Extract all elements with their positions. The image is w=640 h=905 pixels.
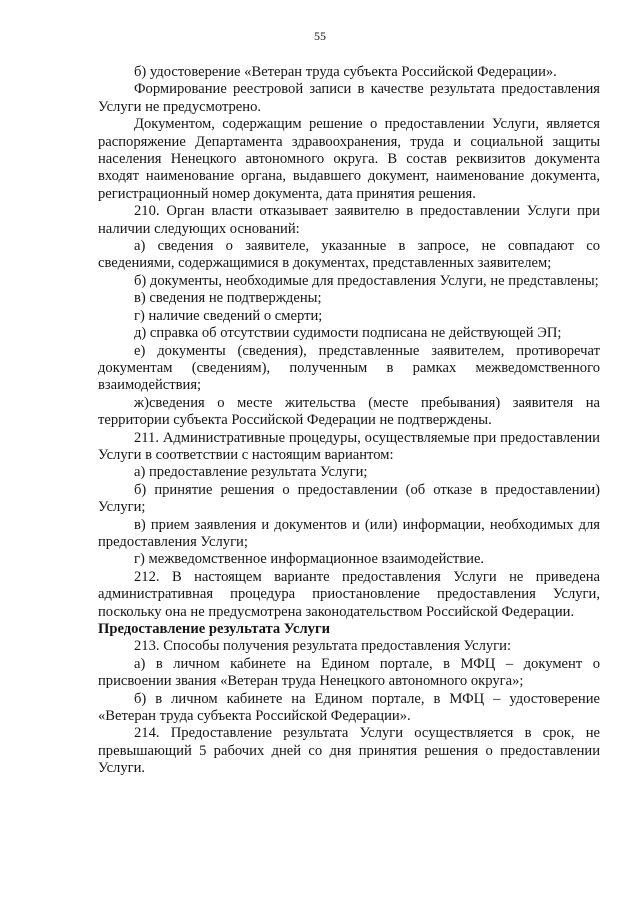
list-item-210-d: д) справка об отсутствии судимости подписана не действующей ЭП; (134, 325, 562, 342)
section-heading: Предоставление результата Услуги (98, 621, 330, 637)
paragraph-212: 212. В настоящем варианте предоставления Услуги не приведена административная процедура приостановление предоставления Услуги, поскольку она не предусмотрена законодательством Российской Федерации. (98, 568, 600, 620)
list-item-211-g: г) межведомственное информационное взаимодействие. (134, 551, 485, 568)
paragraph-211: 211. Административные процедуры, осуществляемые при предоставлении Услуги в соответствии с настоящим вариантом: (98, 429, 600, 463)
list-item-210-b: б) документы, необходимые для предоставления Услуги, не представлены; (134, 272, 599, 289)
paragraph-result-type-b: б) удостоверение «Ветеран труда субъекта Российской Федерации». (134, 64, 557, 80)
list-item-213-b: б) в личном кабинете на Едином портале, в МФЦ – удостоверение «Ветеран труда субъекта Российской Федерации». (98, 690, 600, 725)
list-item-210-v: в) сведения не подтверждены; (134, 290, 322, 307)
page-number: 55 (314, 29, 326, 43)
list-item-210-a: а) сведения о заявителе, указанные в запросе, не совпадают со сведениями, содержащимися в документах, представленных заявителем; (98, 238, 600, 272)
paragraph-210: 210. Орган власти отказывает заявителю в предоставлении Услуги при наличии следующих оснований: (98, 203, 600, 237)
list-item-210-zh: ж)сведения о месте жительства (месте пребывания) заявителя на территории субъекта Российской Федерации не подтверждены. (98, 394, 600, 429)
list-item-211-b: б) принятие решения о предоставлении (об отказе в предоставлении) Услуги; (98, 481, 600, 516)
list-item-213-a: а) в личном кабинете на Едином портале, в МФЦ – документ о присвоении звания «Ветеран труда Ненецкого автономного округа»; (98, 655, 600, 690)
paragraph-decision-document: Документом, содержащим решение о предоставлении Услуги, является распоряжение Департамента здравоохранения, труда и социальной защиты населения Ненецкого автономного округа. В состав реквизитов документа входят наименование органа, выдавшего документ, наименование документа, регистрационный номер документа, дата принятия решения. (98, 116, 600, 202)
list-item-210-g: г) наличие сведений о смерти; (134, 307, 323, 324)
paragraph-213: 213. Способы получения результата предоставления Услуги: (134, 638, 512, 655)
paragraph-214: 214. Предоставление результата Услуги осуществляется в срок, не превышающий 5 рабочих дней со дня принятия решения о предоставлении Услуги. (98, 725, 600, 777)
list-item-211-v: в) прием заявления и документов и (или) информации, необходимых для предоставления Услуги; (98, 516, 600, 550)
document-body (98, 64, 600, 778)
list-item-211-a: а) предоставление результата Услуги; (134, 464, 368, 481)
list-item-210-e: е) документы (сведения), представленные заявителем, противоречат документам (сведениям), полученным в рамках межведомственного взаимодействия; (98, 342, 600, 394)
paragraph-registry-record: Формирование реестровой записи в качестве результата предоставления Услуги не предусмотрено. (98, 81, 600, 115)
